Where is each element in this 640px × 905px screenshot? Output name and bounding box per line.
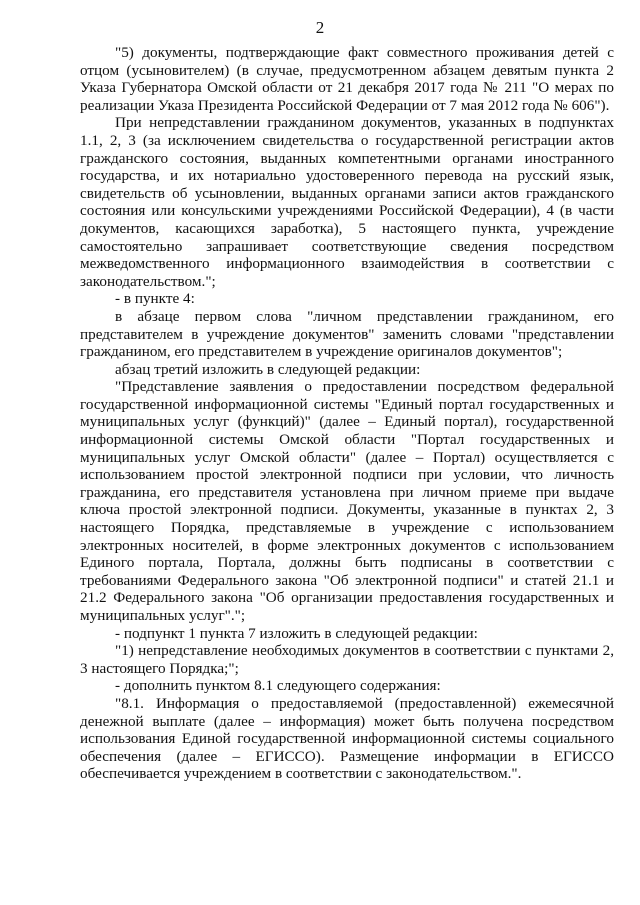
paragraph-third-abzac-heading: абзац третий изложить в следующей редакции:: [115, 360, 421, 378]
document-body: [80, 44, 614, 783]
paragraph-point-4-heading: - в пункте 4:: [115, 290, 195, 308]
paragraph-point-8-1-heading: - дополнить пунктом 8.1 следующего содержания:: [115, 677, 441, 695]
paragraph-subpoint-1-point-7-heading: - подпункт 1 пункта 7 изложить в следующей редакции:: [115, 624, 478, 642]
paragraph-electronic-submission: "Представление заявления о предоставлении посредством федеральной государственной информационной системы "Единый портал государственных и муниципальных услуг (функций)" (далее – Единый портал), государственной информационной системы Омской области "Портал государственных и муниципальных услуг Омской области" (далее – Портал) осуществляется с использованием простой электронной подписи при условии, что личность гражданина, его представителя установлена при личном приеме при выдаче ключа простой электронной подписи. Документы, указанные в пунктах 2, 3 настоящего Порядка, представляемые в учреждение с использованием электронных носителей, в форме электронных документов с использованием Единого портала, Портала, должны быть подписаны в соответствии с требованиями Федерального закона "Об электронной подписи" и статей 21.1 и 21.2 Федерального закона "Об организации предоставления государственных и муниципальных услуг".";: [80, 378, 614, 624]
paragraph-item-5-documents: "5) документы, подтверждающие факт совместного проживания детей с отцом (усыновителем) (в случае, предусмотренном абзацем девятым пункта 2 Указа Губернатора Омской области от 21 декабря 2017 года № 211 "О мерах по реализации Указа Президента Российской Федерации от 7 мая 2012 года № 606").: [80, 44, 614, 114]
page-number: 2: [315, 18, 325, 37]
paragraph-first-abzac-replace: в абзаце первом слова "личном представлении гражданином, его представителем в учреждение документов" заменить словами "представлении гражданином, его представителем в учреждение оригиналов документов";: [80, 307, 614, 361]
paragraph-nonsubmission: При непредставлении гражданином документов, указанных в подпунктах 1.1, 2, 3 (за исключением свидетельства о государственной регистрации актов гражданского состояния, выданных компетентными органами иностранного государства, и их нотариально удостоверенного перевода на русский язык, свидетельств об усыновлении, выданных органами записи актов гражданского состояния или консульскими учреждениями Российской Федерации), 4 (в части документов, касающихся заработка), 5 настоящего пункта, учреждение самостоятельно запрашивает соответствующие сведения посредством межведомственного информационного взаимодействия в соответствии с законодательством.";: [80, 114, 614, 290]
paragraph-subpoint-1-text: "1) непредставление необходимых документов в соответствии с пунктами 2, 3 настоящего Порядка;";: [80, 642, 614, 677]
paragraph-point-8-1-text: "8.1. Информация о предоставляемой (предоставленной) ежемесячной денежной выплате (далее – информация) может быть получена посредством использования Единой государственной информационной системы социального обеспечения (далее – ЕГИССО). Размещение информации в ЕГИССО обеспечивается учреждением в соответствии с законодательством.".: [80, 694, 614, 783]
